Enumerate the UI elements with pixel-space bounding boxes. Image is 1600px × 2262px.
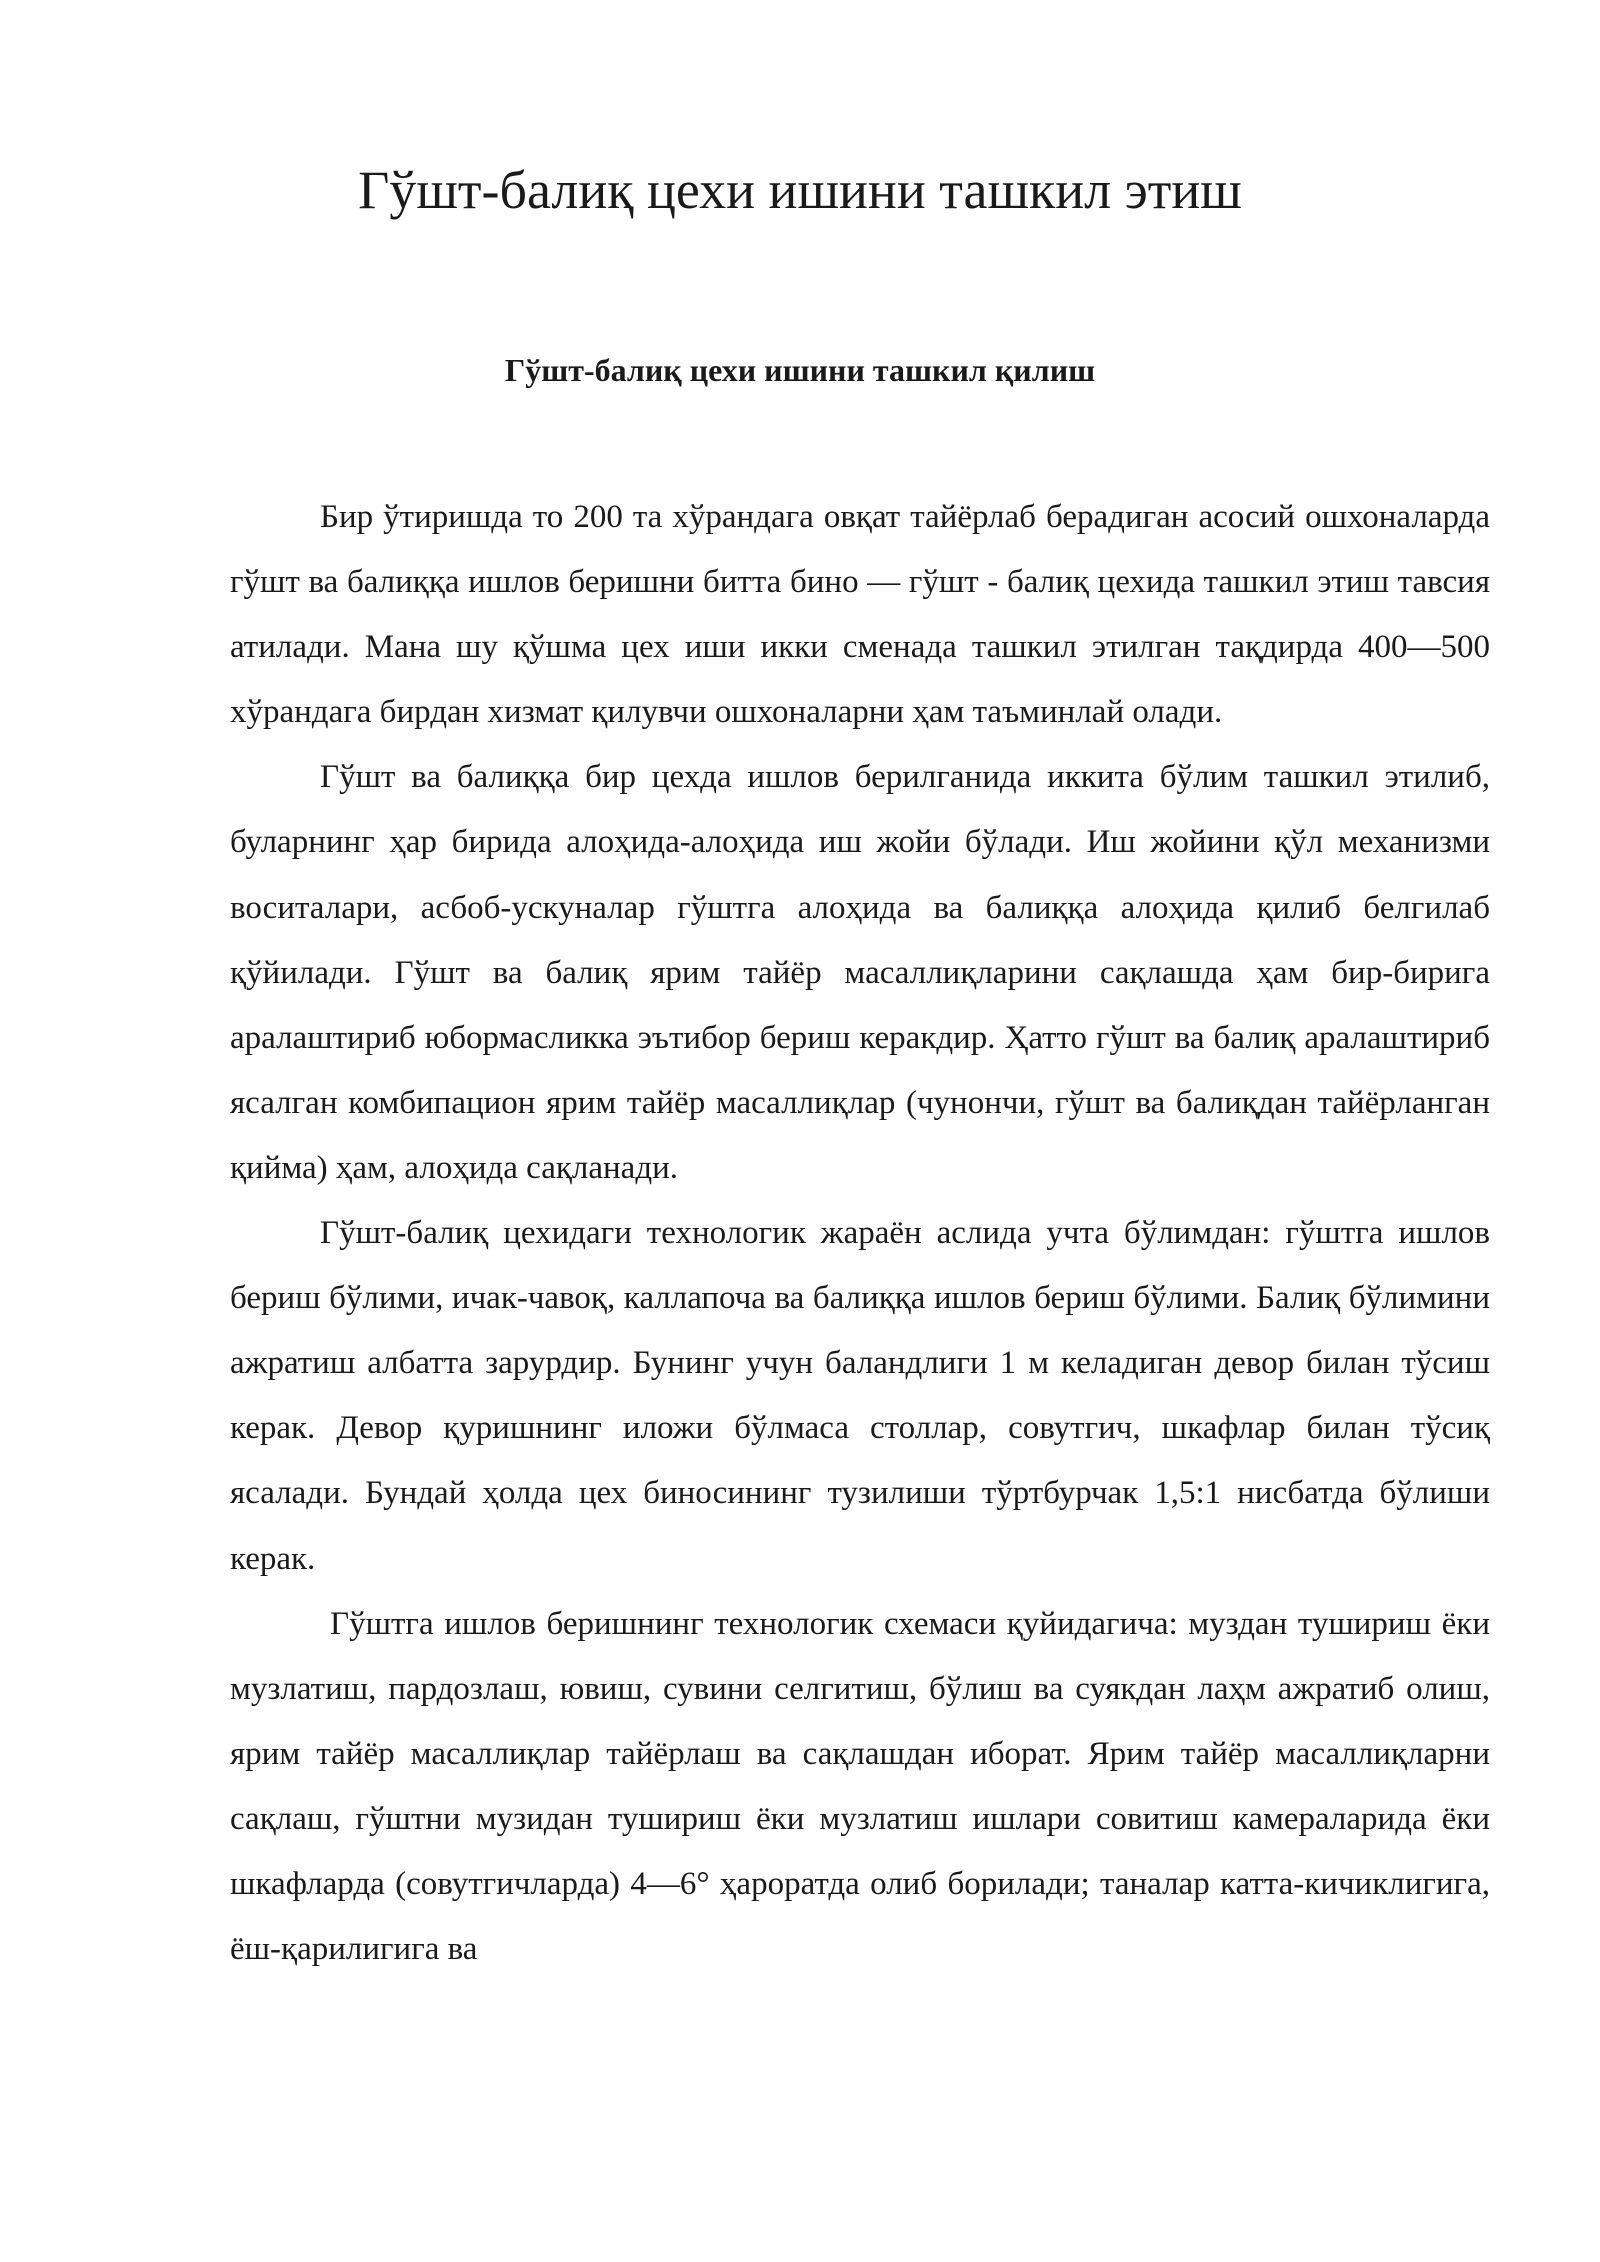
document-body (230, 485, 1490, 1982)
paragraph: Гўштга ишлов беришнинг технологик схемаси қуйидагича: муздан тушириш ёки музлатиш, пардозлаш, ювиш, сувини селгитиш, бўлиш ва суякдан лаҳм ажратиб олиш, ярим тайёр масаллиқлар тайёрлаш ва сақлашдан иборат. Ярим тайёр масаллиқларни сақлаш, гўштни музидан тушириш ёки музлатиш ишлари совитиш камераларида ёки шкафларда (совутгичларда) 4—6° ҳароратда олиб борилади; таналар катта-кичиклигига, ёш-қарилигига ва (230, 1605, 1490, 1968)
paragraph: Гўшт ва балиққа бир цехда ишлов берилганида иккита бўлим ташкил этилиб, буларнинг ҳар бирида алоҳида-алоҳида иш жойи бўлади. Иш жойини қўл механизми воситалари, асбоб-ускуналар гўштга алоҳида ва балиққа алоҳида қилиб белгилаб қўйилади. Гўшт ва балиқ ярим тайёр масаллиқларини сақлашда ҳам бир-бирига аралаштириб юбормасликка эътибор бериш керакдир. Ҳатто гўшт ва балиқ аралаштириб ясалган комбипацион ярим тайёр масаллиқлар (чунончи, гўшт ва балиқдан тайёрланган қийма) ҳам, алоҳида сақланади. (230, 759, 1490, 1186)
paragraph: Бир ўтиришда то 200 та хўрандага овқат тайёрлаб берадиган асосий ошхоналарда гўшт ва балиққа ишлов беришни битта бино — гўшт - балиқ цехида ташкил этиш тавсия атилади. Мана шу қўшма цех иши икки сменада ташкил этилган тақдирда 400—500 хўрандага бирдан хизмат қилувчи ошхоналарни ҳам таъминлай олади. (230, 499, 1490, 731)
paragraph: Гўшт-балиқ цехидаги технологик жараён аслида учта бўлимдан: гўштга ишлов бериш бўлими, ичак-чавоқ, каллапоча ва балиққа ишлов бериш бўлими. Балиқ бўлимини ажратиш албатта зарурдир. Бунинг учун баландлиги 1 м келадиган девор билан тўсиш керак. Девор қуришнинг иложи бўлмаса столлар, совутгич, шкафлар билан тўсиқ ясалади. Бундай ҳолда цех биносининг тузилиши тўртбурчак 1,5:1 нисбатда бўлиши керак. (230, 1215, 1490, 1577)
section-title: Гўшт-балиқ цехи ишини ташкил қилиш (504, 352, 1096, 388)
document-title: Гўшт-балиқ цехи ишини ташкил этиш (358, 160, 1242, 220)
